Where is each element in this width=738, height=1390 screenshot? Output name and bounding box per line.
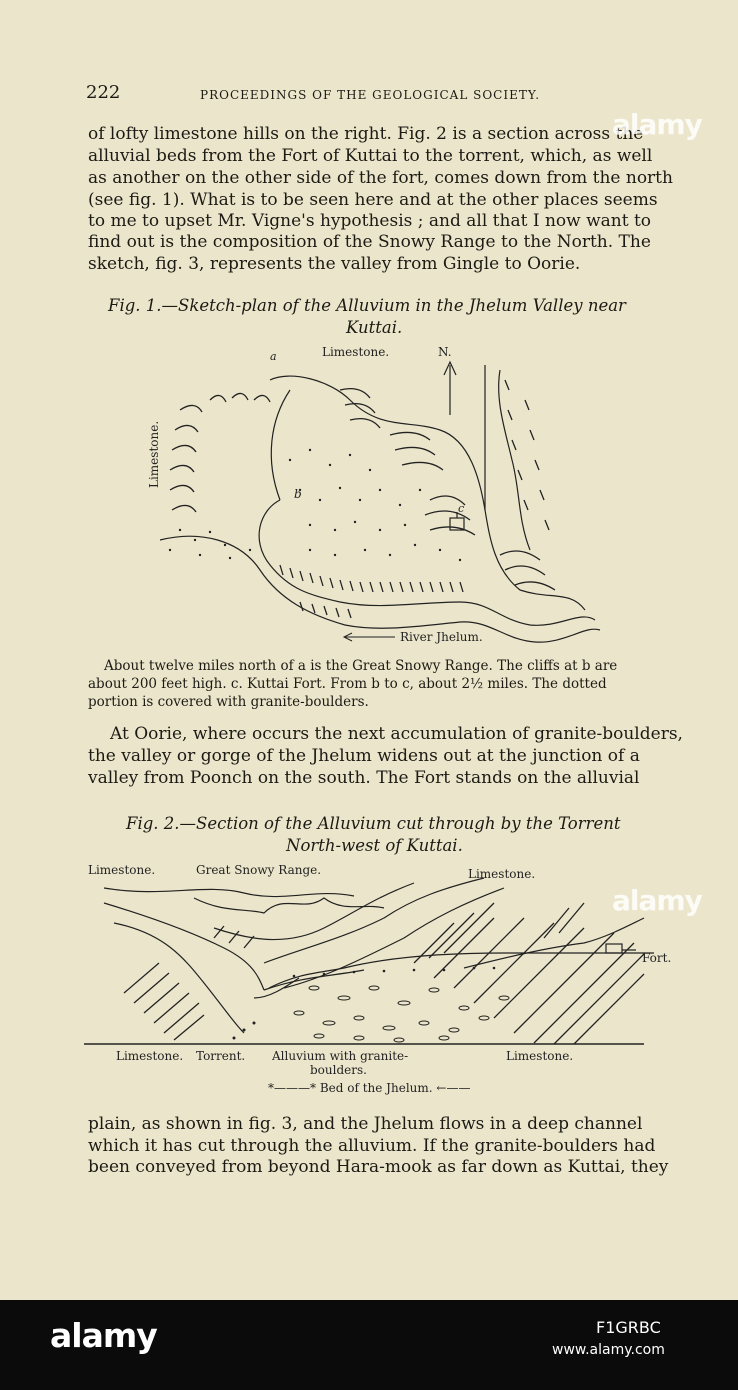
fig2-title: Fig. 2.—Section of the Alluvium cut through by the Torrent [126, 814, 621, 833]
fig1-label-c: c [458, 502, 465, 515]
body-text-line: At Oorie, where occurs the next accumulation of granite-boulders, [110, 724, 683, 744]
fig1-sketch-map [140, 340, 610, 660]
page-number: 222 [86, 82, 121, 103]
body-text-line: to me to upset Mr. Vigne's hypothesis ; and all that I now want to [88, 211, 652, 231]
body-text-line: which it has cut through the alluvium. If the granite-boulders had [88, 1136, 656, 1156]
fig2-title-cont: North-west of Kuttai. [286, 836, 463, 855]
fig1-caption-line: About twelve miles north of a is the Great Snowy Range. The cliffs at b are [104, 658, 618, 674]
fig1-label-b: b [294, 487, 302, 501]
fig1-caption-line: about 200 feet high. c. Kuttai Fort. From b to c, about 2½ miles. The dotted [88, 676, 607, 692]
body-text-line: been conveyed from beyond Hara-mook as far down as Kuttai, they [88, 1157, 669, 1177]
fig2-label-limestone-tl: Limestone. [88, 863, 156, 877]
fig1-label-limestone-side: Limestone. [147, 420, 161, 488]
body-text-line: alluvial beds from the Fort of Kuttai to the torrent, which, as well [88, 146, 653, 166]
fig2-label-alluvium-cont: boulders. [310, 1063, 367, 1077]
footer-logo: alamy [50, 1316, 157, 1355]
body-text-line: as another on the other side of the fort, comes down from the north [88, 168, 673, 188]
fig2-label-fort: Fort. [642, 951, 672, 965]
fig1-label-a: a [270, 350, 277, 363]
fig2-bed-label: *———* Bed of the Jhelum. ←—— [268, 1081, 471, 1095]
fig1-label-limestone-top: Limestone. [322, 345, 390, 359]
watermark-logo: alamy [612, 884, 702, 917]
running-head: PROCEEDINGS OF THE GEOLOGICAL SOCIETY. [200, 88, 541, 102]
fig2-label-limestone-tr: Limestone. [468, 867, 536, 881]
watermark-logo: alamy [612, 108, 702, 141]
body-text-line: valley from Poonch on the south. The Fort stands on the alluvial [88, 768, 640, 788]
body-text-line: find out is the composition of the Snowy Range to the North. The [88, 232, 651, 252]
fig2-label-snowy-range: Great Snowy Range. [196, 863, 322, 877]
fig1-caption-line: portion is covered with granite-boulders. [88, 694, 369, 710]
body-text-line: (see fig. 1). What is to be seen here and at the other places seems [88, 190, 658, 210]
fig2-label-limestone-br: Limestone. [506, 1049, 574, 1063]
body-text-line: the valley or gorge of the Jhelum widens out at the junction of a [88, 746, 640, 766]
fig1-title-cont: Kuttai. [346, 318, 403, 337]
footer-image-id: F1GRBC [596, 1318, 661, 1337]
fig2-label-limestone-bl: Limestone. [116, 1049, 184, 1063]
fig2-section-drawing [84, 858, 674, 1098]
fig1-title: Fig. 1.—Sketch-plan of the Alluvium in the Jhelum Valley near [108, 296, 626, 315]
fig2-label-alluvium: Alluvium with granite- [272, 1049, 409, 1063]
footer-url: www.alamy.com [552, 1342, 665, 1358]
fig2-label-torrent: Torrent. [196, 1049, 246, 1063]
fig1-label-river: River Jhelum. [400, 630, 483, 644]
body-text-line: of lofty limestone hills on the right. Fig. 2 is a section across the [88, 124, 644, 144]
body-text-line: sketch, fig. 3, represents the valley from Gingle to Oorie. [88, 254, 581, 274]
body-text-line: plain, as shown in fig. 3, and the Jhelum flows in a deep channel [88, 1114, 643, 1134]
fig1-label-north: N. [438, 345, 452, 359]
